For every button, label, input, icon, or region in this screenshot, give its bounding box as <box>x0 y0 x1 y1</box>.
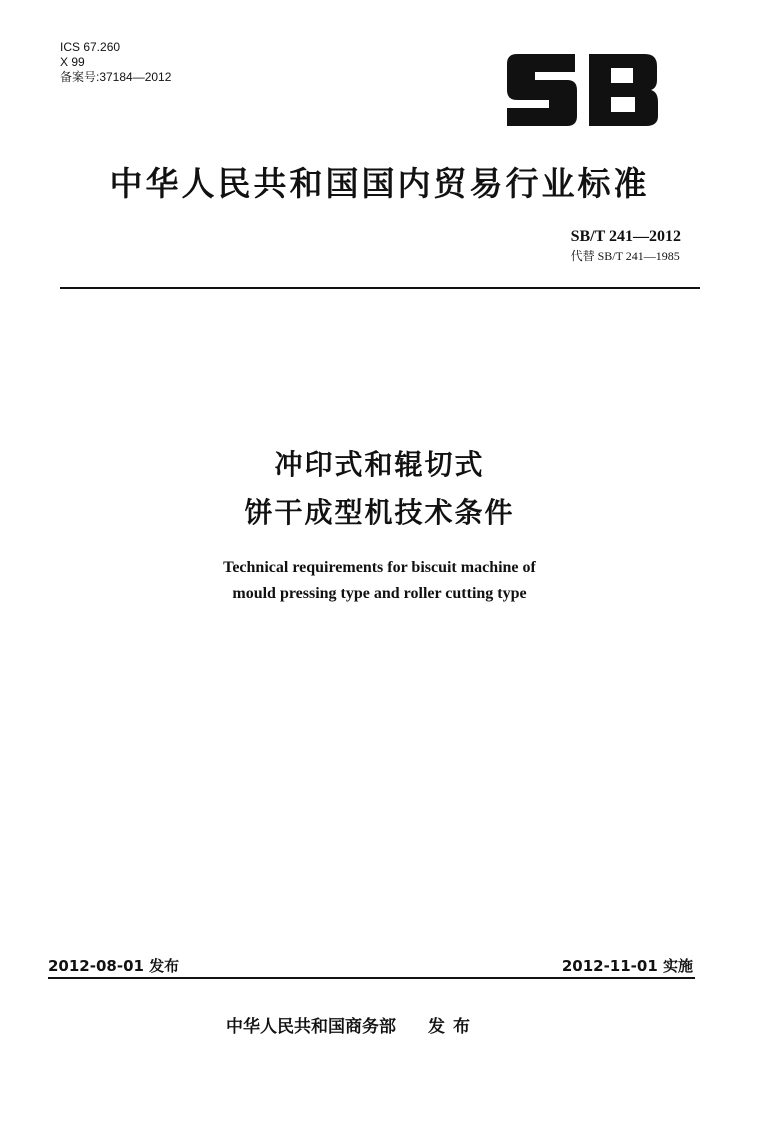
issue-date: 2012-08-01 发布 <box>48 957 180 975</box>
header-metadata <box>60 40 171 85</box>
record-number: 备案号:37184—2012 <box>60 70 172 84</box>
standard-number-block <box>571 228 681 264</box>
title-zh-line1: 冲印式和辊切式 <box>274 448 485 481</box>
title-zh-line2: 饼干成型机技术条件 <box>244 496 515 529</box>
implement-date: 2012-11-01 实施 <box>561 957 693 975</box>
sb-logo <box>505 50 660 130</box>
title-en-line2: mould pressing type and roller cutting type <box>232 585 527 602</box>
ics-code: ICS 67.260 <box>60 40 121 54</box>
org-title: 中华人民共和国国内贸易行业标准 <box>109 164 650 203</box>
title-en-line1: Technical requirements for biscuit machine of <box>223 559 536 576</box>
top-divider <box>60 287 700 289</box>
publisher-name: 中华人民共和国商务部 <box>226 1017 396 1037</box>
publisher <box>226 1012 478 1037</box>
standard-number: SB/T 241—2012 <box>570 228 681 245</box>
publisher-action: 发布 <box>428 1017 478 1037</box>
classification-code: X 99 <box>60 55 85 69</box>
bottom-divider <box>48 977 695 979</box>
replaces-standard: 代替 SB/T 241—1985 <box>570 249 680 263</box>
